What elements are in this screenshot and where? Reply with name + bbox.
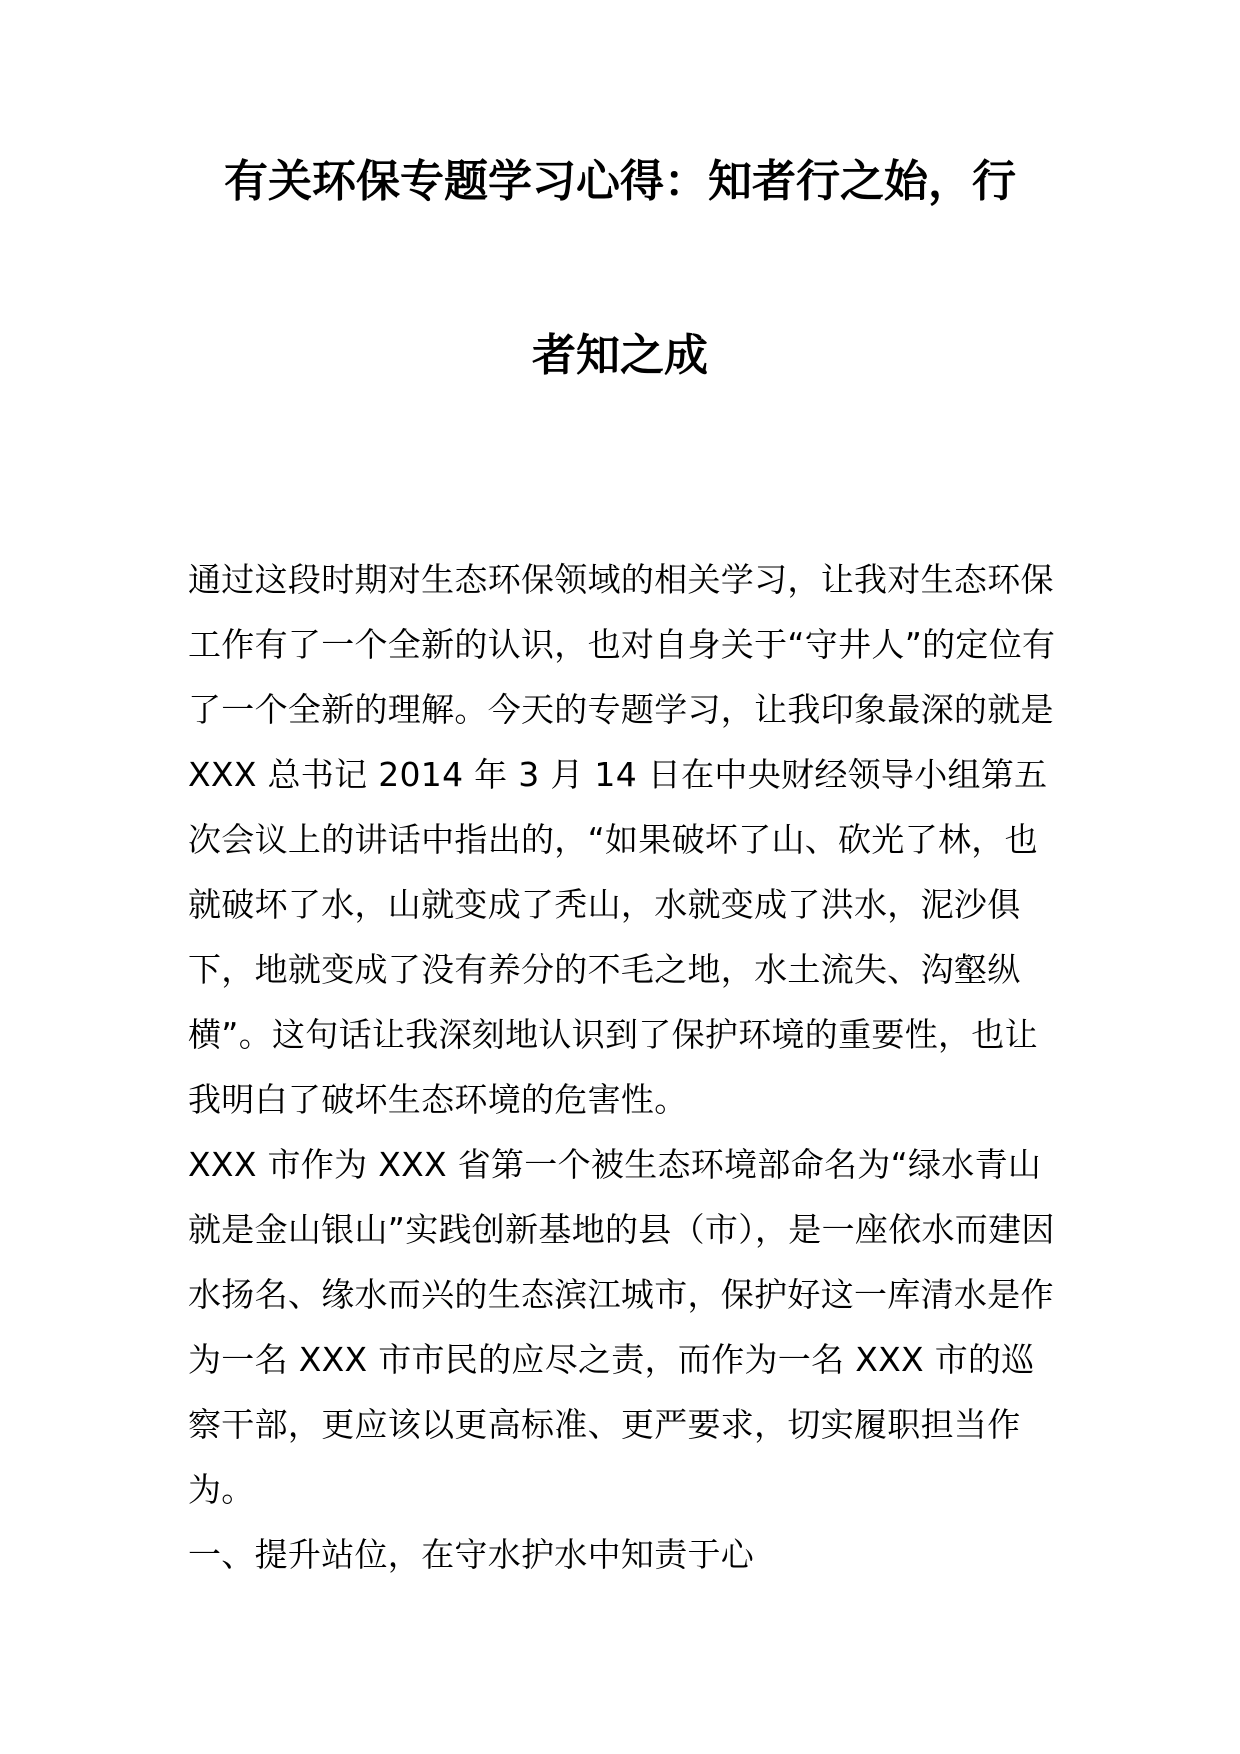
document-title: [180, 156, 1060, 381]
paragraph-2: XXX 市作为 XXX 省第一个被生态环境部命名为“绿水青山就是金山银山”实践创新基地的县（市），是一座依水而建因水扬名、缘水而兴的生态滨江城市，保护好这一库清水是作为一名 XXX 市市民的应尽之责，而作为一名 XXX 市的巡察干部，更应该以更高标准、更严要求，切实履职担当作为。: [188, 1145, 1055, 1509]
paragraph-1: 通过这段时期对生态环保领域的相关学习，让我对生态环保工作有了一个全新的认识，也对自身关于“守井人”的定位有了一个全新的理解。今天的专题学习，让我印象最深的就是 XXX 总书记 2014 年 3 月 14 日在中央财经领导小组第五次会议上的讲话中指出的，“如果破坏了山、砍光了林，也就破坏了水，山就变成了秃山，水就变成了洪水，泥沙俱下，地就变成了没有养分的不毛之地，水土流失、沟壑纵横”。这句话让我深刻地认识到了保护环境的重要性，也让我明白了破坏生态环境的危害性。: [188, 560, 1056, 1119]
document-body: [188, 547, 1056, 1587]
title-line-2: 者知之成: [532, 330, 708, 381]
title-line-1: 有关环保专题学习心得：知者行之始，行: [224, 156, 1016, 207]
section-heading-1: 一、提升站位，在守水护水中知责于心: [188, 1535, 755, 1574]
